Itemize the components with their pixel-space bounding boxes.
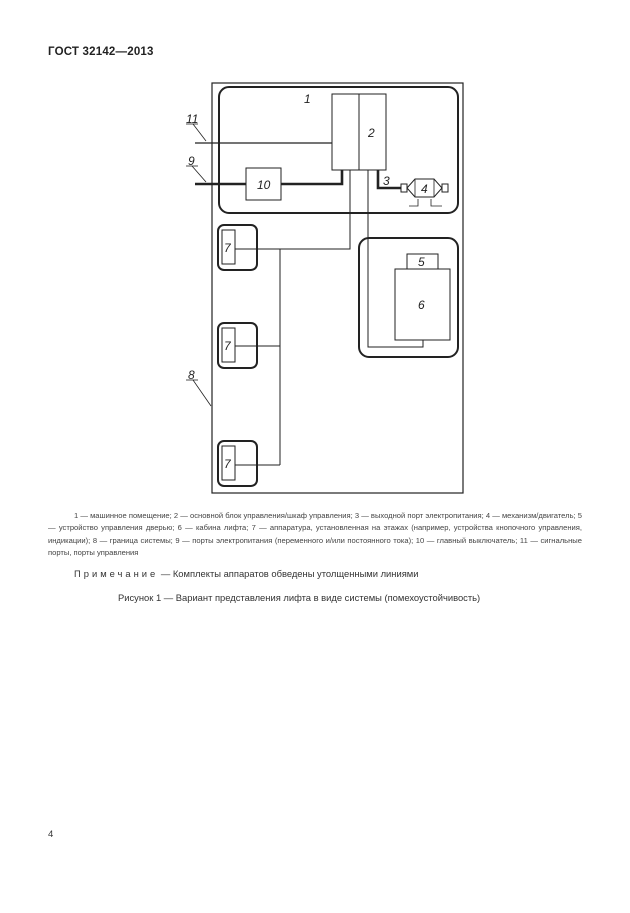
label-signal-ports: 11 xyxy=(186,112,199,126)
label-main-switch: 10 xyxy=(257,178,271,192)
document-header: ГОСТ 32142—2013 xyxy=(48,46,154,58)
note-label: Примечание xyxy=(74,568,159,579)
note-text: — Комплекты аппаратов обведены утолщенными линиями xyxy=(158,568,419,579)
figure-note xyxy=(74,568,418,579)
label-floor-apparatus-2: 7 xyxy=(224,339,231,353)
label-machine-room: 1 xyxy=(304,92,311,106)
page-number: 4 xyxy=(48,829,54,840)
label-power-ports: 9 xyxy=(188,154,195,168)
figure-caption: Рисунок 1 — Вариант представления лифта в виде системы (помехоустойчивость) xyxy=(118,592,481,603)
legend-text: 1 — машинное помещение; 2 — основной блок управления/шкаф управления; 3 — выходной порт электропитания; 4 — механизм/двигатель; 5 — устройство управления дверью; 6 — кабина лифта; 7 — аппаратура, установленная на этажах (например, устройства кнопочного управления, индикации); 8 — граница системы; 9 — порты электропитания (переменного и/или постоянного тока); 10 — главный выключатель; 11 — сигнальные порты, порты управления xyxy=(48,511,582,558)
label-floor-apparatus-3: 7 xyxy=(224,457,231,471)
label-motor: 4 xyxy=(421,182,428,196)
label-system-boundary: 8 xyxy=(188,368,195,382)
label-control-cabinet: 2 xyxy=(368,126,375,140)
label-door-control: 5 xyxy=(418,255,425,269)
label-power-output: 3 xyxy=(383,174,390,188)
figure-legend xyxy=(48,510,582,560)
label-car: 6 xyxy=(418,298,425,312)
label-floor-apparatus-1: 7 xyxy=(224,241,231,255)
